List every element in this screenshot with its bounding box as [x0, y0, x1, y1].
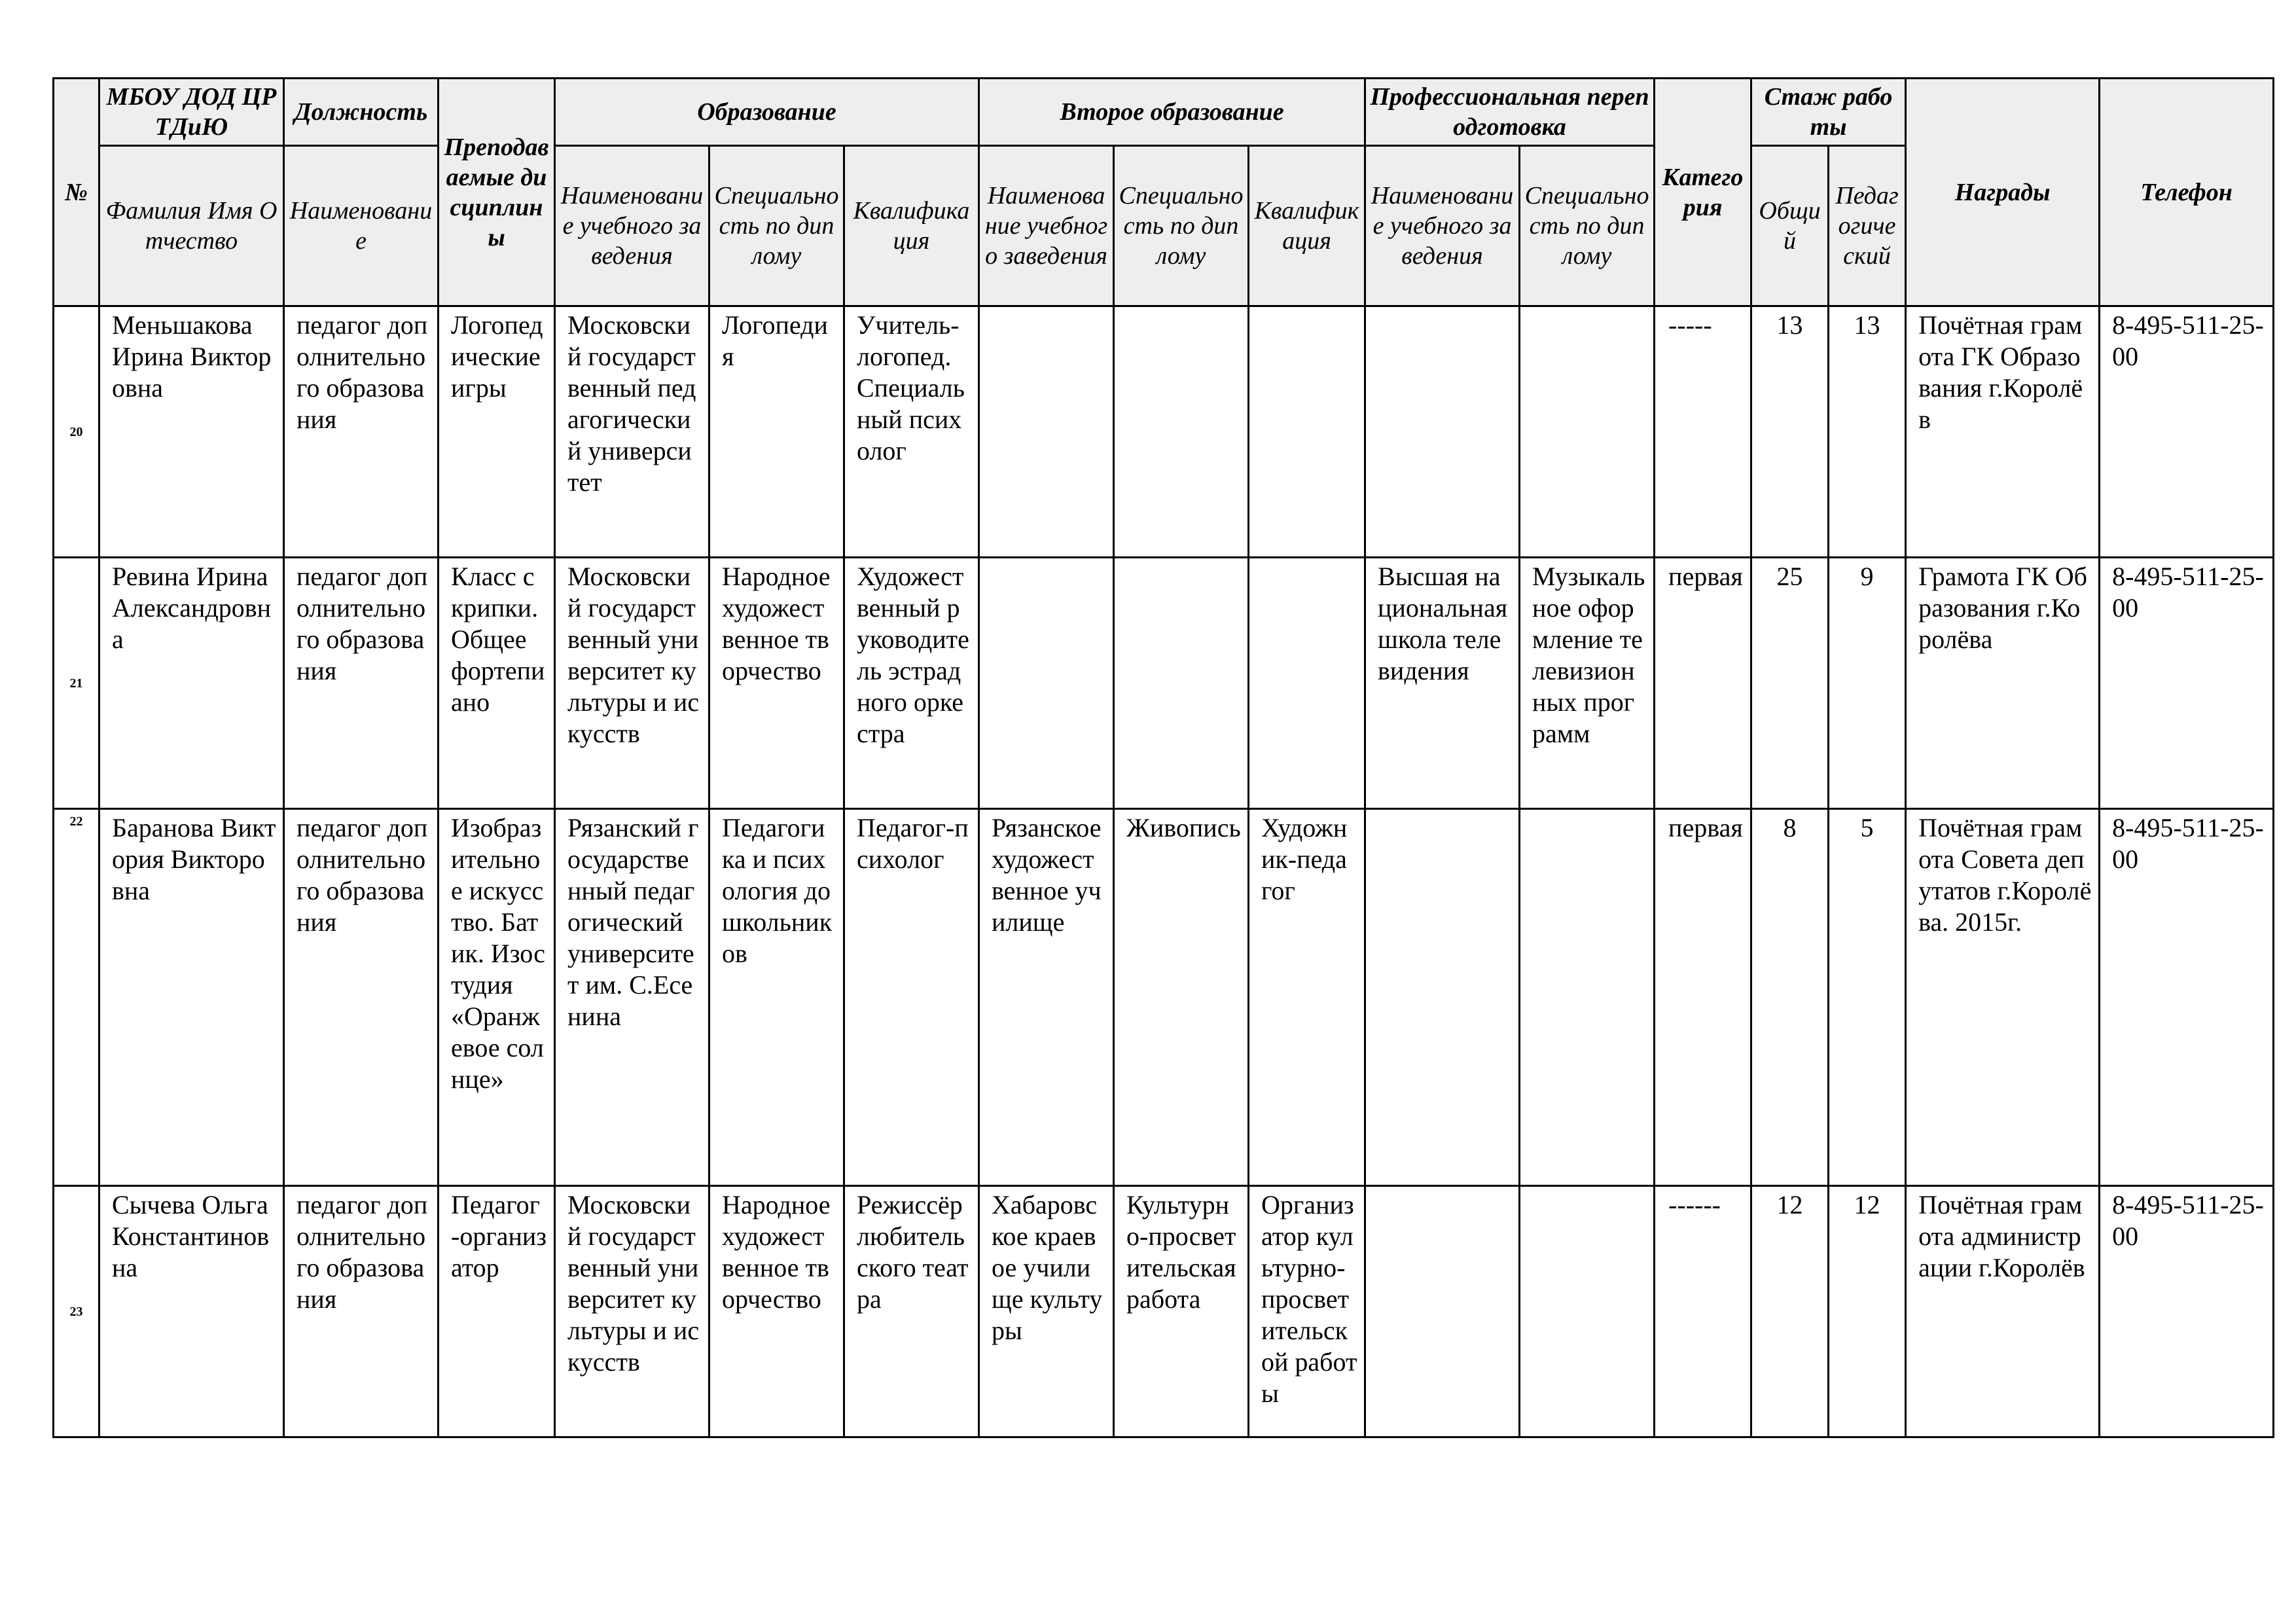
cell-exp-ped: 9 — [1829, 558, 1906, 809]
cell-disciplines: Класс скрипки. Общее фортепиано — [439, 558, 555, 809]
header-disciplines: Преподаваемые дисциплины — [439, 79, 555, 306]
cell-exp-ped: 5 — [1829, 809, 1906, 1186]
cell-exp-total: 25 — [1751, 558, 1829, 809]
header-experience: Стаж работы — [1751, 79, 1906, 146]
cell-category: первая — [1655, 809, 1751, 1186]
table-row — [54, 1186, 2274, 1437]
header-fio: Фамилия Имя Отчество — [99, 146, 284, 306]
cell-exp-total: 12 — [1751, 1186, 1829, 1437]
header-sec-specialty: Специальность по диплому — [1114, 146, 1249, 306]
cell-phone: 8-495-511-25-00 — [2100, 306, 2274, 558]
cell-awards: Почётная грамота ГК Образования г.Королёв — [1906, 306, 2100, 558]
header-edu-specialty: Специальность по диплому — [709, 146, 844, 306]
cell-category: ----- — [1655, 306, 1751, 558]
row-number: 20 — [54, 306, 99, 558]
cell-ret-specialty — [1520, 809, 1655, 1186]
cell-edu-institution: Московский государственный педагогический университет — [555, 306, 709, 558]
header-awards: Награды — [1906, 79, 2100, 306]
header-sec-institution: Наименование учебного заведения — [979, 146, 1114, 306]
cell-position: педагог дополнительного образования — [284, 558, 439, 809]
cell-phone: 8-495-511-25-00 — [2100, 1186, 2274, 1437]
cell-sec-specialty: Культурно-просветительская работа — [1114, 1186, 1249, 1437]
cell-category: первая — [1655, 558, 1751, 809]
cell-ret-specialty: Музыкальное оформление телевизионных программ — [1520, 558, 1655, 809]
cell-ret-specialty — [1520, 1186, 1655, 1437]
header-ret-specialty: Специальность по диплому — [1520, 146, 1655, 306]
cell-edu-institution: Московский государственный университет культуры и искусств — [555, 1186, 709, 1437]
header-org: МБОУ ДОД ЦРТДиЮ — [99, 79, 284, 146]
header-exp-total: Общий — [1751, 146, 1829, 306]
cell-fio: Меньшакова Ирина Викторовна — [99, 306, 284, 558]
cell-exp-total: 13 — [1751, 306, 1829, 558]
header-sec-qualification: Квалификация — [1249, 146, 1365, 306]
header-position-name: Наименование — [284, 146, 439, 306]
cell-disciplines: Педагог-организатор — [439, 1186, 555, 1437]
cell-ret-specialty — [1520, 306, 1655, 558]
cell-sec-qualification — [1249, 306, 1365, 558]
cell-edu-qualification: Педагог-психолог — [844, 809, 979, 1186]
header-retraining: Профессиональная переподготовка — [1365, 79, 1655, 146]
cell-edu-institution: Московский государственный университет культуры и искусств — [555, 558, 709, 809]
cell-edu-specialty: Логопедия — [709, 306, 844, 558]
cell-fio: Баранова Виктория Викторовна — [99, 809, 284, 1186]
cell-sec-qualification — [1249, 558, 1365, 809]
cell-exp-ped: 12 — [1829, 1186, 1906, 1437]
cell-awards: Почётная грамота администрации г.Королёв — [1906, 1186, 2100, 1437]
cell-sec-institution — [979, 306, 1114, 558]
cell-edu-qualification: Художественный руководитель эстрадного оркестра — [844, 558, 979, 809]
table-row — [54, 809, 2274, 1186]
header-phone: Телефон — [2100, 79, 2274, 306]
cell-edu-specialty: Педагогика и психология дошкольников — [709, 809, 844, 1186]
staff-table — [52, 77, 2274, 1438]
cell-sec-institution: Рязанское художественное училище — [979, 809, 1114, 1186]
cell-ret-institution — [1365, 809, 1520, 1186]
cell-sec-institution — [979, 558, 1114, 809]
cell-sec-specialty — [1114, 558, 1249, 809]
cell-sec-qualification: Организатор культурно-просветительской работы — [1249, 1186, 1365, 1437]
header-education: Образование — [555, 79, 979, 146]
cell-disciplines: Изобразительное искусство. Батик. Изостудия «Оранжевое солнце» — [439, 809, 555, 1186]
cell-edu-specialty: Народное художественное творчество — [709, 558, 844, 809]
cell-position: педагог дополнительного образования — [284, 809, 439, 1186]
header-exp-ped: Педагогический — [1829, 146, 1906, 306]
cell-awards: Грамота ГК Образования г.Королёва — [1906, 558, 2100, 809]
cell-sec-qualification: Художник-педагог — [1249, 809, 1365, 1186]
cell-fio: Сычева Ольга Константиновна — [99, 1186, 284, 1437]
header-category: Категория — [1655, 79, 1751, 306]
row-number: 23 — [54, 1186, 99, 1437]
cell-edu-institution: Рязанский государственный педагогический университет им. С.Есенина — [555, 809, 709, 1186]
header-position-group: Должность — [284, 79, 439, 146]
header-num: № — [54, 79, 99, 306]
table-row — [54, 558, 2274, 809]
cell-position: педагог дополнительного образования — [284, 306, 439, 558]
cell-sec-institution: Хабаровское краевое училище культуры — [979, 1186, 1114, 1437]
table-row — [54, 306, 2274, 558]
cell-exp-ped: 13 — [1829, 306, 1906, 558]
header-row-1 — [54, 79, 2274, 146]
cell-edu-specialty: Народное художественное творчество — [709, 1186, 844, 1437]
cell-awards: Почётная грамота Совета депутатов г.Королёва. 2015г. — [1906, 809, 2100, 1186]
header-ret-institution: Наименование учебного заведения — [1365, 146, 1520, 306]
header-edu-institution: Наименование учебного заведения — [555, 146, 709, 306]
header-second-education: Второе образование — [979, 79, 1365, 146]
cell-ret-institution: Высшая национальная школа телевидения — [1365, 558, 1520, 809]
cell-sec-specialty — [1114, 306, 1249, 558]
cell-ret-institution — [1365, 1186, 1520, 1437]
cell-position: педагог дополнительного образования — [284, 1186, 439, 1437]
cell-sec-specialty: Живопись — [1114, 809, 1249, 1186]
header-edu-qualification: Квалификация — [844, 146, 979, 306]
cell-edu-qualification: Режиссёр любительского театра — [844, 1186, 979, 1437]
cell-ret-institution — [1365, 306, 1520, 558]
cell-phone: 8-495-511-25-00 — [2100, 558, 2274, 809]
cell-exp-total: 8 — [1751, 809, 1829, 1186]
cell-phone: 8-495-511-25-00 — [2100, 809, 2274, 1186]
cell-category: ------ — [1655, 1186, 1751, 1437]
cell-fio: Ревина Ирина Александровна — [99, 558, 284, 809]
cell-disciplines: Логопедические игры — [439, 306, 555, 558]
row-number: 21 — [54, 558, 99, 809]
row-number: 22 — [54, 809, 99, 1186]
cell-edu-qualification: Учитель-логопед. Специальный психолог — [844, 306, 979, 558]
